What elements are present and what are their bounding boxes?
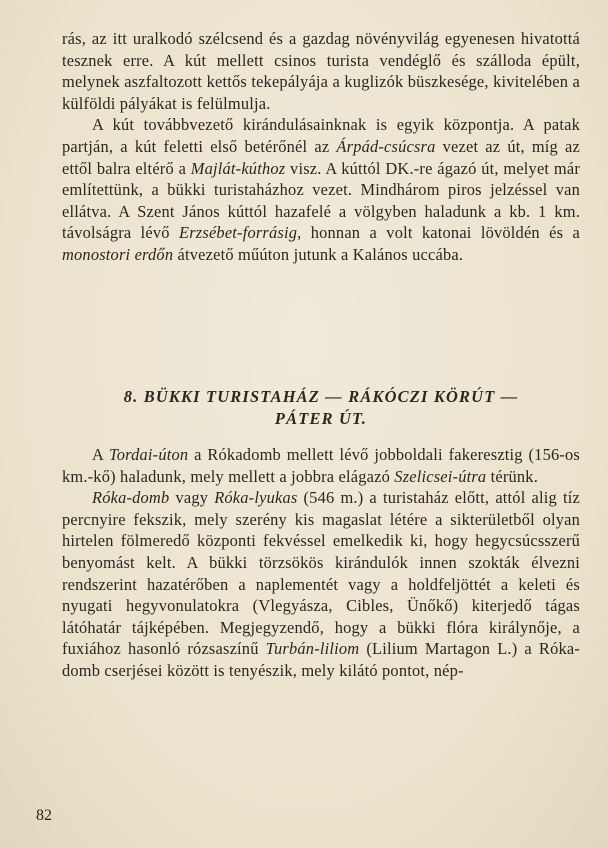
place-name-italic: Árpád-csúcsra (336, 136, 436, 156)
paragraph-text: A kút továbbvezető kirándulásainknak is egyik központja. A patak partján, a kút feletti első betérőnél az (62, 115, 580, 156)
paragraph-text: vagy (169, 488, 215, 508)
place-name-italic: Róka-domb (92, 488, 170, 508)
paragraph-text: honnan a volt katonai lövöldén és a (301, 223, 580, 243)
paragraph-text: átvezető műúton jutunk a Kalános uccába. (173, 244, 464, 264)
paragraph-text: (546 m.) a turistaház előtt, attól alig tíz percnyire fekszik, mely szerény kis magaslat létére a sikterületből olyan hirtelen fölmeredő központi fekvéssel emelkedik ki, hogy hegycsúcsszerű benyomást kelt. A bükki törzsökös kirándulók innen szokták élvezni rendszerint hazatérőben a naplementét vagy a holdfeljöttét a keleti és nyugati hegyvonulatokra (Vlegyásza, Cibles, Ünőkő) kiterjedő tágas látóhatár tájképében. Megjegyzendő, hogy a bükki flóra királynője, a fuxiához hasonló rózsaszínű (62, 488, 580, 659)
section-heading-line-1: 8. BÜKKI TURISTAHÁZ — RÁKÓCZI KÖRÚT — (123, 387, 519, 406)
place-name-italic: Róka-lyukas (214, 488, 298, 508)
paragraph-text: (Lilium Martagon L.) a Róka-domb cserjései között is tenyészik, mely kilátó pontot, nép- (62, 639, 580, 680)
place-name-italic: Szelicsei-útra (394, 466, 487, 486)
paragraph-roka-domb (62, 487, 580, 681)
section-heading (62, 386, 580, 430)
paragraph-continuation (62, 28, 580, 114)
paragraph-text: térünk. (486, 466, 538, 486)
page-number: 82 (36, 807, 52, 824)
place-name-italic: Tordai-úton (108, 445, 189, 464)
paragraph-text: vezet az út, míg az ettől balra eltérő a (62, 136, 580, 178)
text-block-top (62, 28, 580, 266)
place-name-italic: Majlát-kúthoz (190, 158, 286, 178)
paragraph-text: visz. A kúttól DK.-re ágazó út, melyet már említettünk, a bükki turistaházhoz vezet. Mindhárom piros jelzéssel van ellátva. A Szent János kúttól hazafelé a völgyben haladunk a kb. 1 km. távolságra lévő (62, 158, 580, 243)
plant-name-italic: Turbán-liliom (265, 639, 360, 659)
paragraph-text: a Rókadomb mellett lévő jobboldali fakeresztig (156-os km.-kő) haladunk, mely mellett a jobbra elágazó (62, 445, 580, 486)
paragraph-text: A (92, 445, 109, 464)
text-block-bottom (62, 444, 580, 682)
paragraph-text: rás, az itt uralkodó szélcsend és a gazdag növényvilág egyenesen hivatottá tesznek erre. A kút mellett csinos turista vendéglő és szálloda épült, melynek aszfaltozott kettős tekepályája a kuglizók büszkesége, kivitelében a külföldi pályákat is felülmulja. (62, 29, 580, 113)
section-heading-line-2: PÁTER ÚT. (274, 409, 368, 428)
place-name-italic: monostori erdőn (62, 244, 174, 264)
paragraph-route (62, 444, 580, 487)
place-name-italic: Erzsébet-forrásig, (179, 223, 302, 243)
paragraph-excursions (62, 114, 580, 265)
